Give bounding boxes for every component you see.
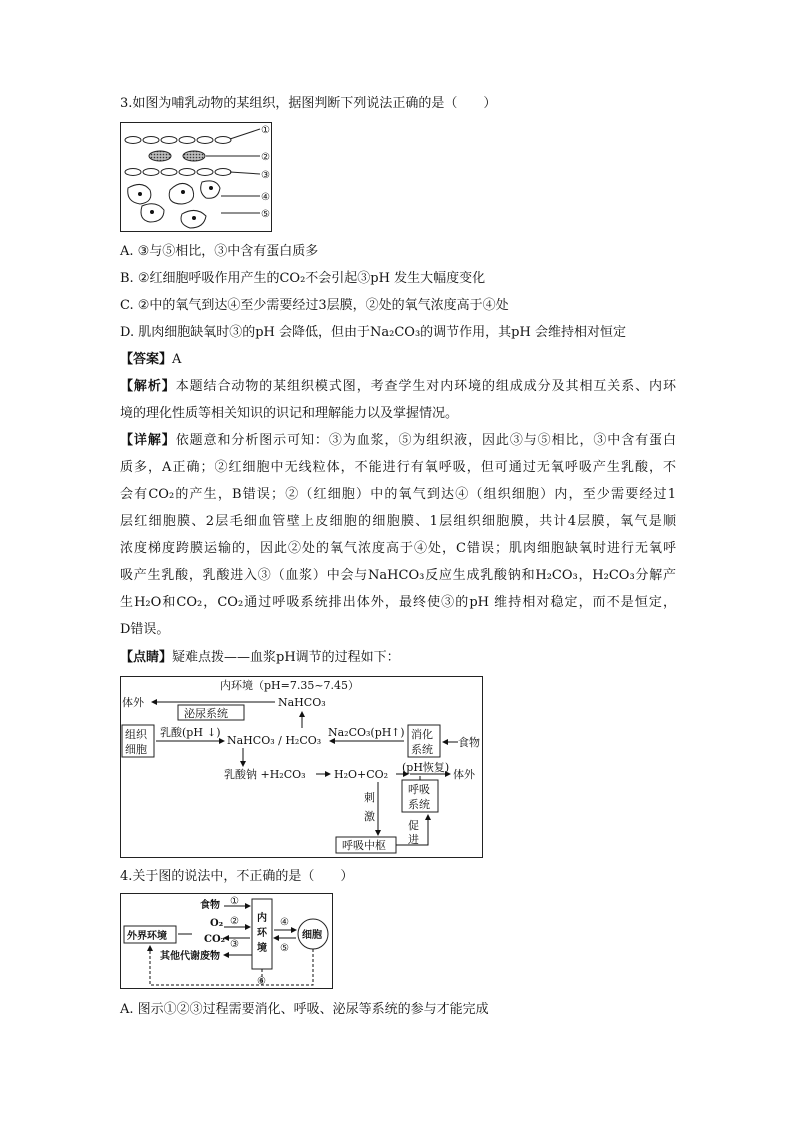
detail-line-4: 层红细胞膜、2层毛细血管壁上皮细胞的细胞膜、1层组织细胞膜，共计4层膜，氧气是顺 xyxy=(120,514,676,529)
detail-line-8: D错误。 xyxy=(120,622,170,637)
detail-line-7: 生H₂O和CO₂，CO₂通过呼吸系统排出体外，最终使③的pH 维持相对稳定，而不是恒定， xyxy=(120,595,676,610)
metabolic-waste: 其他代谢废物 xyxy=(160,951,220,962)
stimulate-2: 激 xyxy=(364,810,375,823)
answer-value: A xyxy=(172,352,182,367)
detail-label: 【详解】 xyxy=(120,433,176,448)
answer-label: 【答案】 xyxy=(120,352,173,367)
tip-line xyxy=(120,650,400,666)
h2o-co2-label: H₂O+CO₂ xyxy=(334,768,389,781)
buffer-pair: NaHCO₃ / H₂CO₃ xyxy=(227,734,322,747)
promote-1: 促 xyxy=(408,819,419,832)
internal-environment-diagram xyxy=(120,893,335,990)
svg-text:↑): ↑) xyxy=(391,726,405,739)
fig-label-4: ④ xyxy=(261,192,270,203)
tissue-cell-2: 细胞 xyxy=(125,743,147,756)
respiratory-1: 呼吸 xyxy=(408,783,430,796)
inner-2: 环 xyxy=(257,928,267,939)
q4-stem: 4.关于图的说法中，不正确的是（ ） xyxy=(120,869,354,884)
process-6: ⑥ xyxy=(257,976,266,987)
o2-label: O₂ xyxy=(210,918,224,929)
detail-line-3: 会有CO₂的产生，B错误；②（红细胞）中的氧气到达④（组织细胞）内，至少需要经过1 xyxy=(120,487,676,502)
process-3: ③ xyxy=(230,939,239,950)
tissue-cells xyxy=(128,181,220,228)
tip-label: 【点睛】 xyxy=(120,650,173,665)
q3-stem: 3.如图为哺乳动物的某组织，据图判断下列说法正确的是（ ） xyxy=(120,96,497,111)
analysis-line-1 xyxy=(120,379,676,395)
capillary-wall-row-top xyxy=(125,137,231,144)
detail-line-6: 吸产生乳酸，乳酸进入③（血浆）中会与NaHCO₃反应生成乳酸钠和H₂CO₃，H₂CO₃分解产 xyxy=(120,568,676,583)
detail-text-1: 依题意和分析图示可知：③为血浆，⑤为组织液，因此③与⑤相比，③中含有蛋白 xyxy=(175,433,676,448)
food-label: 食物 xyxy=(458,736,480,749)
fig-label-3: ③ xyxy=(261,170,270,181)
option-d: D. 肌肉细胞缺氧时③的pH 会降低，但由于Na₂CO₃的调节作用，其pH 会维持相对恒定 xyxy=(120,325,626,340)
lactic-acid-label: 乳酸(pH xyxy=(160,726,203,739)
tissue-cell-1: 组织 xyxy=(125,728,147,741)
fig-label-1: ① xyxy=(261,125,270,136)
food-label-2: 食物 xyxy=(200,900,220,911)
na2co3-label: Na₂CO₃(pH xyxy=(328,726,392,739)
fig-label-5: ⑤ xyxy=(261,209,270,220)
respiratory-2: 系统 xyxy=(408,798,430,811)
outside-label: 体外 xyxy=(122,696,144,709)
ph-regulation-diagram xyxy=(120,676,485,859)
process-1: ① xyxy=(230,896,239,907)
fig-label-2: ② xyxy=(261,152,270,163)
urinary-system: 泌尿系统 xyxy=(184,707,228,720)
digestive-2: 系统 xyxy=(411,743,433,756)
process-5: ⑤ xyxy=(280,943,289,954)
analysis-text-1: 本题结合动物的某组织模式图，考查学生对内环境的组成成分及其相互关系、内环 xyxy=(175,379,676,394)
answer-line xyxy=(120,352,181,368)
nahco3-label: NaHCO₃ xyxy=(278,696,326,709)
detail-line-5: 浓度梯度跨膜运输的，因此②处的氧气浓度高于④处，C错误；肌肉细胞缺氧时进行无氧呼 xyxy=(120,541,676,556)
process-4: ④ xyxy=(280,917,289,928)
detail-line-2: 质多，A正确；②红细胞中无线粒体，不能进行有氧呼吸，但可通过无氧呼吸产生乳酸，不 xyxy=(120,460,676,475)
product-label: 乳酸钠 +H₂CO₃ xyxy=(224,768,306,781)
outside-label-2: 体外 xyxy=(453,768,475,781)
respiratory-center: 呼吸中枢 xyxy=(342,839,386,852)
process-2: ② xyxy=(230,916,239,927)
cell-label: 细胞 xyxy=(302,930,322,941)
option-b: B. ②红细胞呼吸作用产生的CO₂不会引起③pH 发生大幅度变化 xyxy=(120,271,486,286)
red-blood-cells xyxy=(149,151,205,161)
q4-option-a: A. 图示①②③过程需要消化、呼吸、泌尿等系统的参与才能完成 xyxy=(120,1002,489,1017)
option-a: A. ③与⑤相比，③中含有蛋白质多 xyxy=(120,244,319,259)
ph-title: 内环境（pH=7.35~7.45） xyxy=(220,679,360,692)
inner-1: 内 xyxy=(257,913,267,924)
outer-environment: 外界环境 xyxy=(127,931,167,942)
tip-text: 疑难点拨——血浆pH调节的过程如下： xyxy=(172,650,400,665)
analysis-line-2: 境的理化性质等相关知识的识记和理解能力以及掌握情况。 xyxy=(120,406,459,421)
stimulate-1: 刺 xyxy=(364,791,375,804)
tissue-diagram xyxy=(120,120,280,235)
digestive-1: 消化 xyxy=(411,728,433,741)
analysis-label: 【解析】 xyxy=(120,379,176,394)
co2-label: CO₂ xyxy=(204,934,226,945)
detail-line-1 xyxy=(120,433,676,449)
ph-recover: (pH恢复) xyxy=(402,761,450,774)
option-c: C. ②中的氧气到达④至少需要经过3层膜，②处的氧气浓度高于④处 xyxy=(120,298,509,313)
inner-3: 境 xyxy=(257,943,267,954)
svg-text:↓): ↓) xyxy=(207,726,221,739)
promote-2: 进 xyxy=(408,833,419,846)
